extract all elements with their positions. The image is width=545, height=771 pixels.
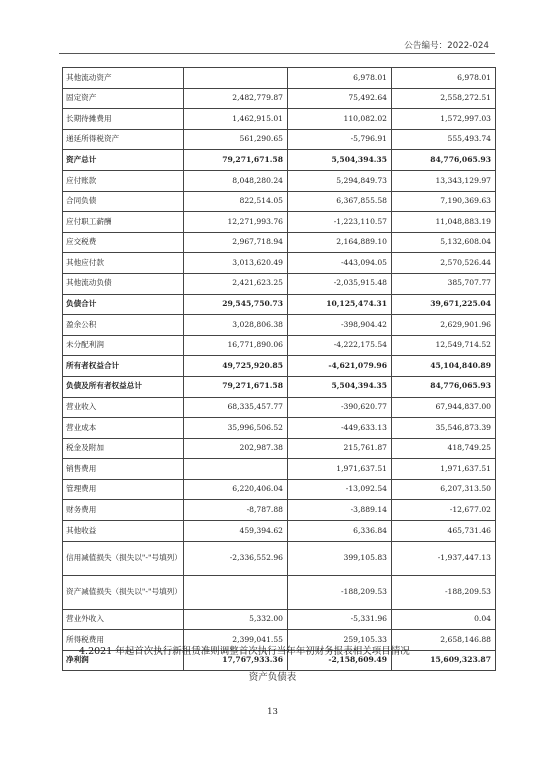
table-row (63, 397, 496, 418)
cell-adjustment-amount: -5,331.96 (288, 609, 392, 630)
cell-adjustment-amount: 1,971,637.51 (288, 459, 392, 480)
row-label: 营业外收入 (63, 609, 184, 630)
row-label: 资产总计 (63, 150, 184, 171)
row-label: 所有者权益合计 (63, 356, 184, 377)
cell-after-adjustment: 2,558,272.51 (392, 88, 496, 109)
cell-before-adjustment: 49,725,920.85 (184, 356, 288, 377)
row-label: 所得税费用 (63, 630, 184, 651)
header-divider (59, 53, 495, 54)
table-body (63, 68, 496, 671)
row-label: 固定资产 (63, 88, 184, 109)
row-label: 管理费用 (63, 479, 184, 500)
table-row (63, 294, 496, 315)
row-label: 应交税费 (63, 232, 184, 253)
table-row (63, 273, 496, 294)
cell-after-adjustment: 385,707.77 (392, 273, 496, 294)
table-row (63, 315, 496, 336)
cell-adjustment-amount: -2,035,915.48 (288, 273, 392, 294)
page-number: 13 (267, 707, 278, 717)
cell-after-adjustment: -188,209.53 (392, 575, 496, 609)
financial-adjustment-table (62, 67, 496, 671)
table-subtitle: 资产负债表 (248, 672, 297, 683)
cell-after-adjustment: 6,207,313.50 (392, 479, 496, 500)
cell-before-adjustment: -2,336,552.96 (184, 541, 288, 575)
row-label: 负债合计 (63, 294, 184, 315)
cell-after-adjustment: 7,190,369.63 (392, 191, 496, 212)
cell-before-adjustment: 2,421,623.25 (184, 273, 288, 294)
cell-after-adjustment: 13,343,129.97 (392, 170, 496, 191)
cell-adjustment-amount: -443,094.05 (288, 253, 392, 274)
row-label: 营业收入 (63, 397, 184, 418)
cell-adjustment-amount: 5,294,849.73 (288, 170, 392, 191)
table-row (63, 170, 496, 191)
cell-adjustment-amount: -1,223,110.57 (288, 212, 392, 233)
row-label: 长期待摊费用 (63, 109, 184, 130)
table-row (63, 500, 496, 521)
cell-adjustment-amount: 75,492.64 (288, 88, 392, 109)
cell-before-adjustment: 561,290.65 (184, 129, 288, 150)
cell-before-adjustment: 822,514.05 (184, 191, 288, 212)
table-row (63, 541, 496, 575)
cell-before-adjustment: 16,771,890.06 (184, 335, 288, 356)
table-row (63, 575, 496, 609)
cell-adjustment-amount: 10,125,474.31 (288, 294, 392, 315)
table-row (63, 356, 496, 377)
cell-after-adjustment: 2,570,526.44 (392, 253, 496, 274)
cell-after-adjustment: 2,658,146.88 (392, 630, 496, 651)
cell-before-adjustment: 3,013,620.49 (184, 253, 288, 274)
cell-after-adjustment: 67,944,837.00 (392, 397, 496, 418)
cell-before-adjustment (184, 575, 288, 609)
cell-adjustment-amount: 6,978.01 (288, 68, 392, 89)
cell-after-adjustment: 465,731.46 (392, 521, 496, 542)
row-label: 财务费用 (63, 500, 184, 521)
table-row (63, 129, 496, 150)
row-label: 应付职工薪酬 (63, 212, 184, 233)
cell-after-adjustment: 84,776,065.93 (392, 150, 496, 171)
cell-before-adjustment: 2,399,041.55 (184, 630, 288, 651)
table-row (63, 376, 496, 397)
table-row (63, 88, 496, 109)
row-label: 负债及所有者权益总计 (63, 376, 184, 397)
row-label: 递延所得税资产 (63, 129, 184, 150)
table-row (63, 150, 496, 171)
cell-after-adjustment: 12,549,714.52 (392, 335, 496, 356)
cell-after-adjustment: 35,546,873.39 (392, 418, 496, 439)
row-label: 营业成本 (63, 418, 184, 439)
table-row (63, 418, 496, 439)
cell-after-adjustment: 15,609,323.87 (392, 650, 496, 671)
row-label: 合同负债 (63, 191, 184, 212)
row-label: 其他应付款 (63, 253, 184, 274)
table-row (63, 438, 496, 459)
cell-before-adjustment: 2,482,779.87 (184, 88, 288, 109)
table-row (63, 232, 496, 253)
cell-adjustment-amount: -4,621,079.96 (288, 356, 392, 377)
cell-before-adjustment (184, 459, 288, 480)
cell-before-adjustment: 79,271,671.58 (184, 150, 288, 171)
cell-after-adjustment: 1,572,997.03 (392, 109, 496, 130)
announcement-number: 公告编号：2022-024 (404, 41, 489, 51)
cell-after-adjustment: 1,971,637.51 (392, 459, 496, 480)
row-label: 资产减值损失（损失以"-"号填列） (63, 575, 184, 609)
cell-after-adjustment: 11,048,883.19 (392, 212, 496, 233)
cell-adjustment-amount: -398,904.42 (288, 315, 392, 336)
cell-before-adjustment: 79,271,671.58 (184, 376, 288, 397)
row-label: 税金及附加 (63, 438, 184, 459)
cell-adjustment-amount: 6,336.84 (288, 521, 392, 542)
cell-adjustment-amount: 5,504,394.35 (288, 376, 392, 397)
row-label: 其他收益 (63, 521, 184, 542)
cell-adjustment-amount: 2,164,889.10 (288, 232, 392, 253)
row-label: 其他流动负债 (63, 273, 184, 294)
cell-before-adjustment: 2,967,718.94 (184, 232, 288, 253)
cell-after-adjustment: 2,629,901.96 (392, 315, 496, 336)
cell-before-adjustment: 8,048,280.24 (184, 170, 288, 191)
cell-before-adjustment: 5,332.00 (184, 609, 288, 630)
cell-adjustment-amount: -4,222,175.54 (288, 335, 392, 356)
cell-before-adjustment: 6,220,406.04 (184, 479, 288, 500)
cell-adjustment-amount: 110,082.02 (288, 109, 392, 130)
cell-adjustment-amount: -390,620.77 (288, 397, 392, 418)
cell-before-adjustment: 202,987.38 (184, 438, 288, 459)
row-label: 信用减值损失（损失以"-"号填列） (63, 541, 184, 575)
cell-before-adjustment (184, 68, 288, 89)
row-label: 其他流动资产 (63, 68, 184, 89)
table-row (63, 521, 496, 542)
cell-adjustment-amount: -188,209.53 (288, 575, 392, 609)
cell-before-adjustment: 3,028,806.38 (184, 315, 288, 336)
cell-adjustment-amount: -13,092.54 (288, 479, 392, 500)
cell-adjustment-amount: -449,633.13 (288, 418, 392, 439)
cell-after-adjustment: 5,132,608.04 (392, 232, 496, 253)
cell-adjustment-amount: -3,889.14 (288, 500, 392, 521)
table-row (63, 212, 496, 233)
row-label: 盈余公积 (63, 315, 184, 336)
cell-after-adjustment: 6,978.01 (392, 68, 496, 89)
cell-after-adjustment: 418,749.25 (392, 438, 496, 459)
row-label: 销售费用 (63, 459, 184, 480)
table-row (63, 109, 496, 130)
cell-adjustment-amount: -2,158,609.49 (288, 650, 392, 671)
cell-adjustment-amount: 6,367,855.58 (288, 191, 392, 212)
table-row (63, 459, 496, 480)
cell-after-adjustment: -12,677.02 (392, 500, 496, 521)
cell-after-adjustment: 45,104,840.89 (392, 356, 496, 377)
cell-after-adjustment: 84,776,065.93 (392, 376, 496, 397)
cell-before-adjustment: 1,462,915.01 (184, 109, 288, 130)
cell-adjustment-amount: 399,105.83 (288, 541, 392, 575)
cell-before-adjustment: 17,767,933.36 (184, 650, 288, 671)
cell-after-adjustment: 0.04 (392, 609, 496, 630)
cell-after-adjustment: 39,671,225.04 (392, 294, 496, 315)
row-label: 应付账款 (63, 170, 184, 191)
cell-before-adjustment: -8,787.88 (184, 500, 288, 521)
table-row (63, 191, 496, 212)
cell-after-adjustment: -1,937,447.13 (392, 541, 496, 575)
cell-before-adjustment: 29,545,750.73 (184, 294, 288, 315)
table-row (63, 479, 496, 500)
cell-adjustment-amount: 259,105.33 (288, 630, 392, 651)
row-label: 净利润 (63, 650, 184, 671)
cell-before-adjustment: 12,271,993.76 (184, 212, 288, 233)
section-note: 4.2021 年起首次执行新租赁准则调整首次执行当年年初财务报表相关项目情况 (79, 646, 410, 657)
cell-after-adjustment: 555,493.74 (392, 129, 496, 150)
cell-adjustment-amount: 5,504,394.35 (288, 150, 392, 171)
table-row (63, 68, 496, 89)
cell-adjustment-amount: 215,761.87 (288, 438, 392, 459)
table-row (63, 335, 496, 356)
cell-before-adjustment: 35,996,506.52 (184, 418, 288, 439)
table-row (63, 609, 496, 630)
cell-adjustment-amount: -5,796.91 (288, 129, 392, 150)
table-row (63, 253, 496, 274)
cell-before-adjustment: 68,335,457.77 (184, 397, 288, 418)
cell-before-adjustment: 459,394.62 (184, 521, 288, 542)
row-label: 未分配利润 (63, 335, 184, 356)
